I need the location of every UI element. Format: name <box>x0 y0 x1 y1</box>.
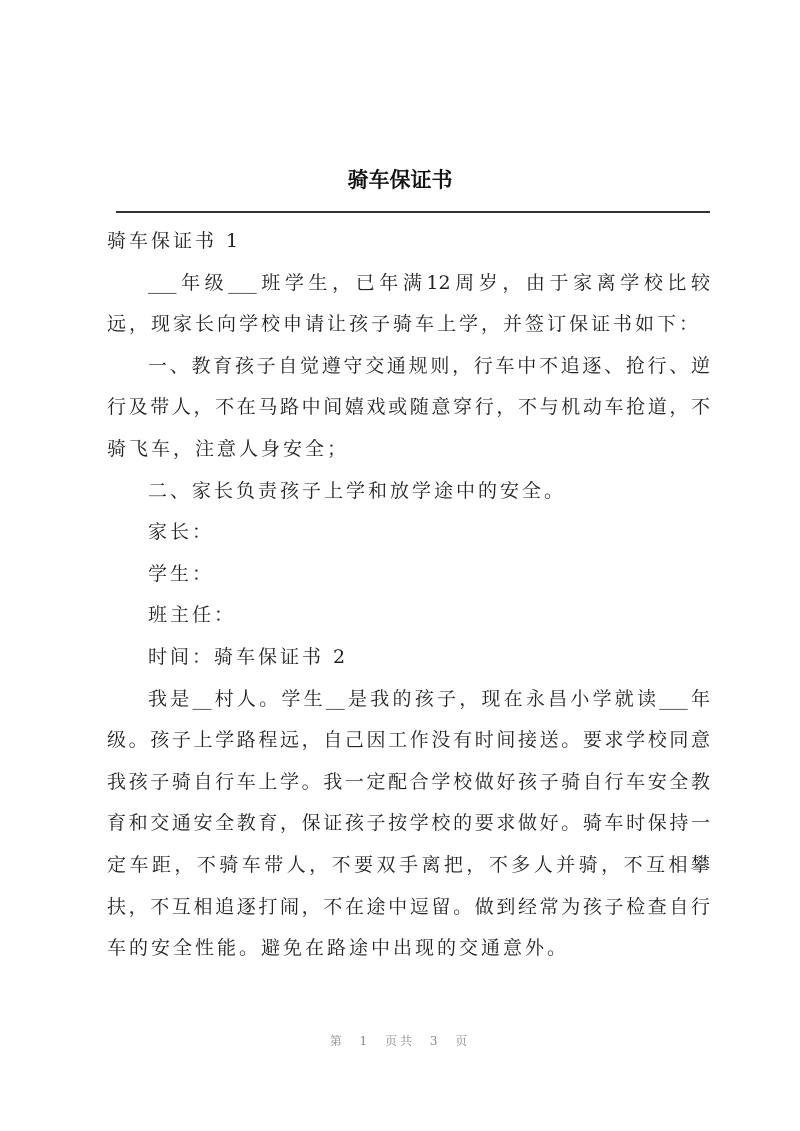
text-line: 班主任： <box>148 604 237 627</box>
text-line: 我孩子骑自行车上学。我一定配合学校做好孩子骑自行车安全教 <box>107 770 710 793</box>
text-line: 扶，不互相追逐打闹，不在途中逗留。做到经常为孩子检查自行 <box>107 895 710 918</box>
text-line: 育和交通安全教育，保证孩子按学校的要求做好。骑车时保持一 <box>107 812 710 835</box>
text-line: 学生： <box>148 562 215 585</box>
text-line: 二、家长负责孩子上学和放学途中的安全。 <box>148 479 567 502</box>
text-line: 家长： <box>148 521 215 544</box>
text-line: 远，现家长向学校申请让孩子骑车上学，并签订保证书如下： <box>107 313 702 336</box>
text-line: 时间：骑车保证书 2 <box>148 645 349 668</box>
text-line: 级。孩子上学路程远，自己因工作没有时间接送。要求学校同意 <box>107 729 710 752</box>
document-title: 骑车保证书 <box>347 168 453 192</box>
document-body <box>107 221 710 970</box>
page-number-footer: 第 1 页共 3 页 <box>329 1034 471 1048</box>
text-line: 骑车保证书 1 <box>107 230 242 252</box>
text-line: 一、教育孩子自觉遵守交通规则，行车中不追逐、抢行、逆 <box>148 354 710 377</box>
text-line: 行及带人，不在马路中间嬉戏或随意穿行，不与机动车抢道，不 <box>107 396 710 419</box>
text-line: 我是__村人。学生__是我的孩子，现在永昌小学就读___年 <box>148 687 710 710</box>
text-line: ___年级___班学生，已年满12周岁，由于家离学校比较 <box>148 271 710 294</box>
text-line: 骑飞车，注意人身安全； <box>107 437 350 460</box>
title-divider <box>116 211 710 213</box>
text-line: 定车距，不骑车带人，不要双手离把，不多人并骑，不互相攀 <box>107 853 710 876</box>
text-line: 车的安全性能。避免在路途中出现的交通意外。 <box>107 937 570 960</box>
